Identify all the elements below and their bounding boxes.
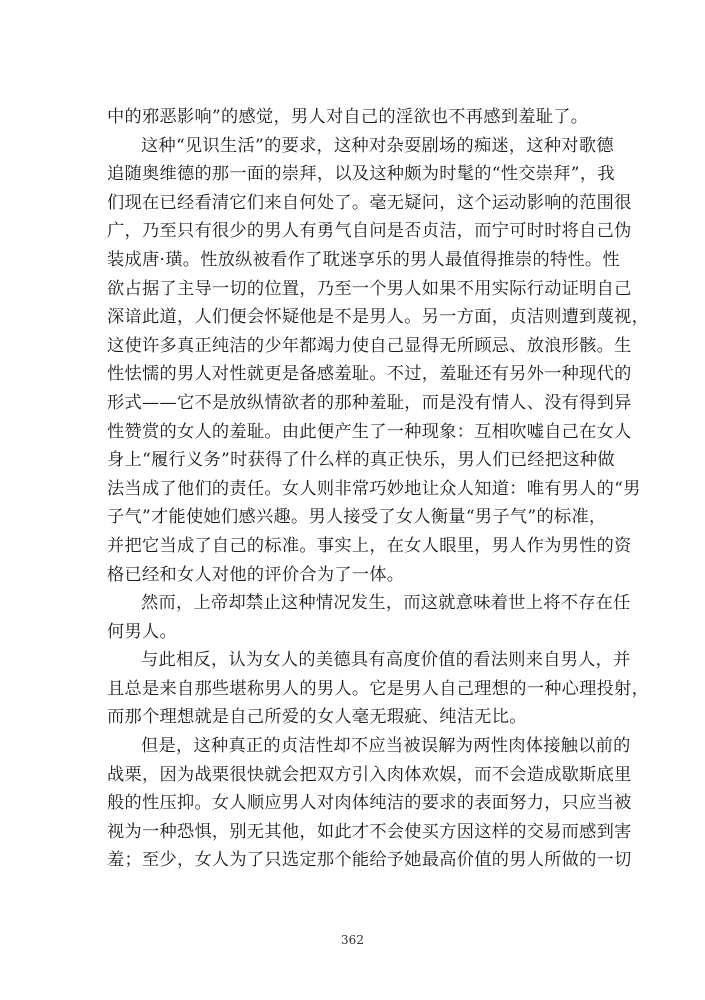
text-line: 何男人。 — [107, 621, 177, 642]
text-line: 这使许多真正纯洁的少年都竭力使自己显得无所顾忌、放浪形骸。生 — [107, 335, 632, 356]
text-line: 这种“见识生活”的要求，这种对杂耍剧场的痴迷，这种对歌德 — [141, 135, 614, 156]
text-line: 并把它当成了自己的标准。事实上，在女人眼里，男人作为男性的资 — [107, 535, 632, 556]
page-number: 362 — [341, 933, 364, 947]
text-line: 性赞赏的女人的羞耻。由此便产生了一种现象：互相吹嘘自己在女人 — [107, 421, 632, 442]
text-line: 子气”才能使她们感兴趣。男人接受了女人衡量“男子气”的标准， — [107, 507, 607, 528]
text-line: 法当成了他们的责任。女人则非常巧妙地让众人知道：唯有男人的“男 — [107, 478, 641, 499]
text-line: 战栗，因为战栗很快就会把双方引入肉体欢娱，而不会造成歇斯底里 — [107, 764, 632, 785]
text-line: 们现在已经看清它们来自何处了。毫无疑问，这个运动影响的范围很 — [107, 192, 632, 213]
text-line: 深谙此道，人们便会怀疑他是不是男人。另一方面，贞洁则遭到蔑视， — [107, 307, 650, 328]
text-line: 且总是来自那些堪称男人的男人。它是男人自己理想的一种心理投射， — [107, 678, 650, 699]
text-line: 装成唐·璜。性放纵被看作了耽迷享乐的男人最值得推崇的特性。性 — [107, 249, 620, 270]
text-line: 欲占据了主导一切的位置，乃至一个男人如果不用实际行动证明自己 — [107, 278, 632, 299]
body-text — [107, 103, 650, 875]
text-line: 而那个理想就是自己所爱的女人毫无瑕疵、纯洁无比。 — [107, 707, 527, 728]
text-line: 中的邪恶影响”的感觉，男人对自己的淫欲也不再感到羞耻了。 — [107, 107, 589, 127]
text-line: 然而，上帝却禁止这种情况发生，而这就意味着世上将不存在任 — [141, 593, 631, 614]
text-line: 视为一种恐惧，别无其他，如此才不会使买方因这样的交易而感到害 — [107, 821, 632, 842]
text-line: 形式——它不是放纵情欲者的那种羞耻，而是没有情人、没有得到异 — [107, 392, 632, 413]
text-line: 性怯懦的男人对性就更是备感羞耻。不过，羞耻还有另外一种现代的 — [107, 364, 632, 385]
text-line: 格已经和女人对他的评价合为了一体。 — [107, 564, 405, 585]
text-line: 但是，这种真正的贞洁性却不应当被误解为两性肉体接触以前的 — [141, 736, 631, 757]
text-line: 羞；至少，女人为了只选定那个能给予她最高价值的男人所做的一切 — [107, 850, 632, 871]
text-line: 身上“履行义务”时获得了什么样的真正快乐，男人们已经把这种做 — [107, 450, 615, 471]
text-line: 般的性压抑。女人顺应男人对肉体纯洁的要求的表面努力，只应当被 — [107, 793, 632, 814]
text-line: 广，乃至只有很少的男人有勇气自问是否贞洁，而宁可时时将自己伪 — [107, 221, 632, 242]
text-line: 追随奥维德的那一面的崇拜，以及这种颇为时髦的“性交崇拜”，我 — [107, 164, 615, 185]
text-line: 与此相反，认为女人的美德具有高度价值的看法则来自男人，并 — [141, 650, 631, 671]
